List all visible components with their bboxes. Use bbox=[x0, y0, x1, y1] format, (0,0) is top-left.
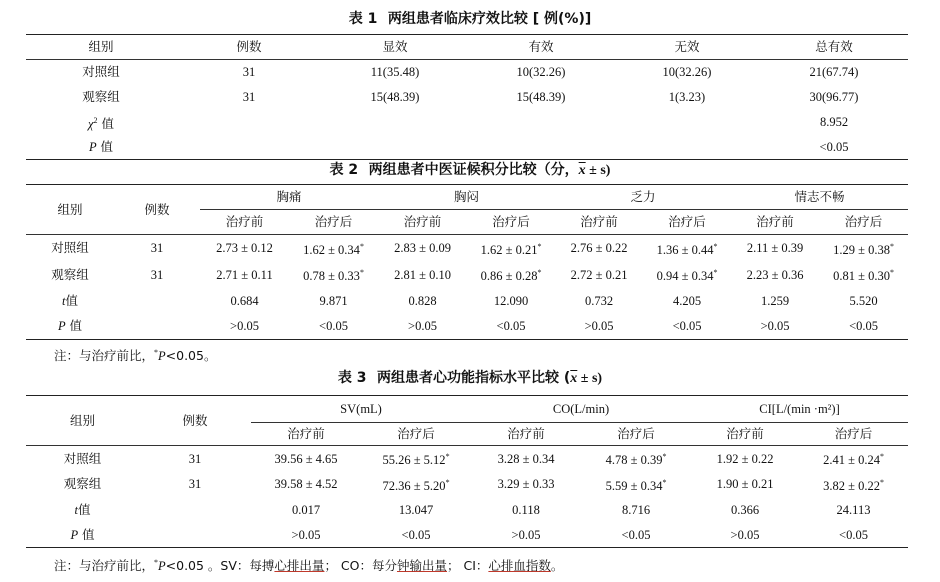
table3-footnote: 注：与治疗前比，*P<0.05 。SV：每搏心排出量； CO：每分钟输出量； CI：心排血指数。 bbox=[54, 558, 564, 573]
table2-p-value: >0.05 bbox=[200, 314, 289, 340]
table2-caption-text: 两组患者中医证候积分比较（分， bbox=[368, 162, 579, 178]
table1-p-label: P 值 bbox=[26, 135, 176, 160]
table2-cell: 2.23 ± 0.36 bbox=[746, 267, 804, 282]
table1-chi-label: $\chi^2$ 值 bbox=[88, 115, 114, 131]
table2-cell-n: 31 bbox=[150, 267, 164, 282]
table3-t-value: 13.047 bbox=[398, 502, 434, 517]
table2-t-value: 0.684 bbox=[230, 293, 259, 308]
table1-cell: 10(32.26) bbox=[516, 65, 566, 80]
table3-cell: 72.36 ± 5.20* bbox=[382, 477, 450, 493]
table2-caption-number: 表 2 bbox=[329, 162, 359, 178]
table1-cell-group: 观察组 bbox=[82, 89, 120, 104]
table-row bbox=[26, 85, 908, 110]
table2-cell: 0.94 ± 0.34* bbox=[656, 268, 718, 283]
table2-t-row bbox=[26, 288, 908, 314]
table2-subheader-after: 治疗后 bbox=[643, 210, 731, 235]
table2-caption-end: ± s) bbox=[585, 163, 611, 178]
table3-cell: 5.59 ± 0.34* bbox=[605, 477, 667, 493]
table2-header-row bbox=[26, 185, 908, 210]
table2-cell: 0.86 ± 0.28* bbox=[480, 268, 542, 283]
table2-subheader-before: 治疗前 bbox=[200, 210, 289, 235]
table3-p-label: P 值 bbox=[26, 523, 139, 548]
table2-header-group: 组别 bbox=[26, 185, 114, 235]
table3-t-value: 0.366 bbox=[730, 502, 760, 517]
table3-t-value: 8.716 bbox=[621, 502, 651, 517]
table3-cell-group: 对照组 bbox=[63, 450, 102, 466]
table2-header-count: 例数 bbox=[114, 185, 200, 235]
table-row bbox=[26, 60, 908, 85]
table2-p-value: <0.05 bbox=[819, 314, 908, 340]
table2-cell: 2.83 ± 0.09 bbox=[394, 241, 451, 256]
table-row bbox=[26, 446, 908, 472]
table2-header-chest-pain: 胸痛 bbox=[200, 185, 378, 210]
table-row bbox=[26, 472, 908, 497]
table3-header-count: 例数 bbox=[139, 396, 251, 446]
table1-cell: 15(48.39) bbox=[370, 90, 420, 104]
table3-caption-mean-symbol: $\overline{x}$ bbox=[570, 371, 578, 386]
table3-t-value: 0.118 bbox=[512, 502, 540, 517]
table1-p-row bbox=[26, 135, 908, 160]
table3-cell: 39.56 ± 4.65 bbox=[274, 451, 338, 466]
table3-cell-n: 31 bbox=[188, 477, 202, 491]
table2 bbox=[26, 184, 908, 340]
table2-p-value: >0.05 bbox=[731, 314, 819, 340]
table3-cell: 3.29 ± 0.33 bbox=[497, 477, 555, 491]
table2-caption bbox=[0, 161, 940, 180]
table3-caption-end: ± s) bbox=[577, 371, 603, 386]
table2-t-value: 0.828 bbox=[408, 293, 437, 308]
table1-chi-value: 8.952 bbox=[819, 115, 849, 129]
table2-cell: 2.81 ± 0.10 bbox=[394, 267, 451, 282]
table1-header-group: 组别 bbox=[26, 35, 176, 60]
table1-caption-number: 表 1 bbox=[348, 11, 378, 27]
table3-cell-group: 观察组 bbox=[63, 476, 102, 491]
table3-t-value: 0.017 bbox=[291, 502, 321, 517]
table2-t-value: 5.520 bbox=[849, 293, 878, 308]
table1-caption bbox=[0, 10, 940, 29]
table2-p-value: <0.05 bbox=[289, 314, 378, 340]
table2-subheader-before: 治疗前 bbox=[378, 210, 467, 235]
table3-t-label: t值 bbox=[74, 501, 91, 517]
table1-header-marked: 显效 bbox=[322, 35, 468, 60]
table1-cell-group: 对照组 bbox=[82, 64, 120, 80]
table1-cell: 1(3.23) bbox=[668, 90, 706, 104]
table1-cell: 31 bbox=[242, 90, 256, 104]
table-row bbox=[26, 262, 908, 288]
table3-subheader-before: 治疗前 bbox=[251, 423, 361, 446]
table3-cell: 39.58 ± 4.52 bbox=[274, 477, 338, 491]
table1 bbox=[26, 34, 908, 160]
table3-subheader-before: 治疗前 bbox=[691, 423, 799, 446]
table2-cell: 1.36 ± 0.44* bbox=[656, 241, 718, 257]
table3-subheader-after: 治疗后 bbox=[581, 423, 691, 446]
table3-subheader-after: 治疗后 bbox=[361, 423, 471, 446]
table2-subheader-after: 治疗后 bbox=[819, 210, 908, 235]
table1-header-ineffective: 无效 bbox=[614, 35, 760, 60]
table1-header-total: 总有效 bbox=[760, 35, 908, 60]
table3-subheader-after: 治疗后 bbox=[799, 423, 908, 446]
table1-header-count: 例数 bbox=[176, 35, 322, 60]
table3-header-co: CO(L/min) bbox=[471, 396, 691, 423]
table2-footnote: 注：与治疗前比，*P<0.05。 bbox=[54, 348, 217, 363]
table2-p-label: P 值 bbox=[26, 314, 114, 340]
table2-subheader-before: 治疗前 bbox=[731, 210, 819, 235]
table3-cell: 2.41 ± 0.24* bbox=[823, 452, 884, 468]
table2-cell: 2.76 ± 0.22 bbox=[570, 241, 628, 256]
table3-header-row bbox=[26, 396, 908, 423]
table3-t-row bbox=[26, 497, 908, 523]
table1-header-row bbox=[26, 35, 908, 60]
table-row bbox=[26, 235, 908, 262]
table3-p-value: <0.05 bbox=[361, 523, 471, 548]
table3-caption bbox=[0, 369, 940, 388]
table1-chi-row bbox=[26, 110, 908, 135]
table3-caption-number: 表 3 bbox=[337, 370, 367, 386]
table1-caption-text: 两组患者临床疗效比较 [ 例(%)] bbox=[387, 11, 592, 27]
table2-cell-group: 对照组 bbox=[51, 240, 89, 256]
table3-t-value: 24.113 bbox=[836, 502, 871, 517]
table2-subheader-after: 治疗后 bbox=[467, 210, 555, 235]
table3 bbox=[26, 395, 908, 548]
table3-cell: 1.92 ± 0.22 bbox=[716, 451, 774, 466]
table1-cell: 10(32.26) bbox=[662, 65, 712, 80]
table2-t-value: 9.871 bbox=[319, 293, 348, 308]
table2-t-value: 4.205 bbox=[672, 293, 702, 308]
table1-cell: 21(67.74) bbox=[809, 65, 859, 80]
table1-p-value: <0.05 bbox=[760, 135, 908, 160]
table2-caption-mean-symbol: $\overline{x}$ bbox=[578, 163, 586, 178]
table2-cell: 2.73 ± 0.12 bbox=[216, 241, 273, 256]
table3-p-value: <0.05 bbox=[581, 523, 691, 548]
table2-header-chest-tightness: 胸闷 bbox=[378, 185, 555, 210]
table1-cell: 30(96.77) bbox=[809, 90, 859, 104]
table3-subheader-before: 治疗前 bbox=[471, 423, 581, 446]
table3-cell: 55.26 ± 5.12* bbox=[382, 452, 450, 468]
table2-cell: 2.72 ± 0.21 bbox=[570, 267, 628, 282]
table2-t-value: 1.259 bbox=[760, 293, 790, 308]
table2-cell: 0.78 ± 0.33* bbox=[303, 268, 364, 283]
table3-cell: 3.82 ± 0.22* bbox=[823, 477, 884, 493]
table3-header-sv: SV(mL) bbox=[251, 396, 471, 423]
table2-t-value: 12.090 bbox=[493, 293, 529, 308]
table2-cell: 1.62 ± 0.34* bbox=[303, 241, 364, 257]
table2-subheader-before: 治疗前 bbox=[555, 210, 643, 235]
table3-caption-text: 两组患者心功能指标水平比较 ( bbox=[377, 370, 571, 386]
table1-cell: 31 bbox=[242, 65, 256, 80]
table2-header-mood: 情志不畅 bbox=[731, 185, 908, 210]
table2-p-value: <0.05 bbox=[467, 314, 555, 340]
table2-p-value: >0.05 bbox=[378, 314, 467, 340]
table3-header-group: 组别 bbox=[26, 396, 139, 446]
table3-cell: 4.78 ± 0.39* bbox=[605, 452, 667, 468]
table3-p-value: >0.05 bbox=[471, 523, 581, 548]
table2-p-value: >0.05 bbox=[555, 314, 643, 340]
table3-p-value: <0.05 bbox=[799, 523, 908, 548]
table2-cell: 1.29 ± 0.38* bbox=[833, 241, 894, 257]
table2-cell: 1.62 ± 0.21* bbox=[480, 241, 542, 257]
table3-p-value: >0.05 bbox=[691, 523, 799, 548]
table2-p-value: <0.05 bbox=[643, 314, 731, 340]
table2-cell-n: 31 bbox=[150, 241, 164, 256]
table2-t-value: 0.732 bbox=[584, 293, 614, 308]
table1-cell: 11(35.48) bbox=[370, 65, 420, 80]
table1-header-effective: 有效 bbox=[468, 35, 614, 60]
table2-header-fatigue: 乏力 bbox=[555, 185, 731, 210]
table3-cell: 1.90 ± 0.21 bbox=[716, 477, 774, 491]
table1-cell: 15(48.39) bbox=[516, 90, 566, 104]
table3-p-value: >0.05 bbox=[251, 523, 361, 548]
table2-p-row bbox=[26, 314, 908, 340]
table3-header-ci: CI[L/(min ·m²)] bbox=[691, 396, 908, 423]
table2-cell: 2.11 ± 0.39 bbox=[746, 241, 804, 256]
table2-subheader-after: 治疗后 bbox=[289, 210, 378, 235]
table3-cell: 3.28 ± 0.34 bbox=[497, 451, 555, 466]
table2-cell: 0.81 ± 0.30* bbox=[833, 268, 894, 283]
table2-cell: 2.71 ± 0.11 bbox=[216, 267, 273, 282]
table3-p-row bbox=[26, 523, 908, 548]
table2-t-label: t值 bbox=[62, 292, 78, 308]
table3-cell-n: 31 bbox=[188, 451, 202, 466]
table2-cell-group: 观察组 bbox=[51, 266, 89, 282]
